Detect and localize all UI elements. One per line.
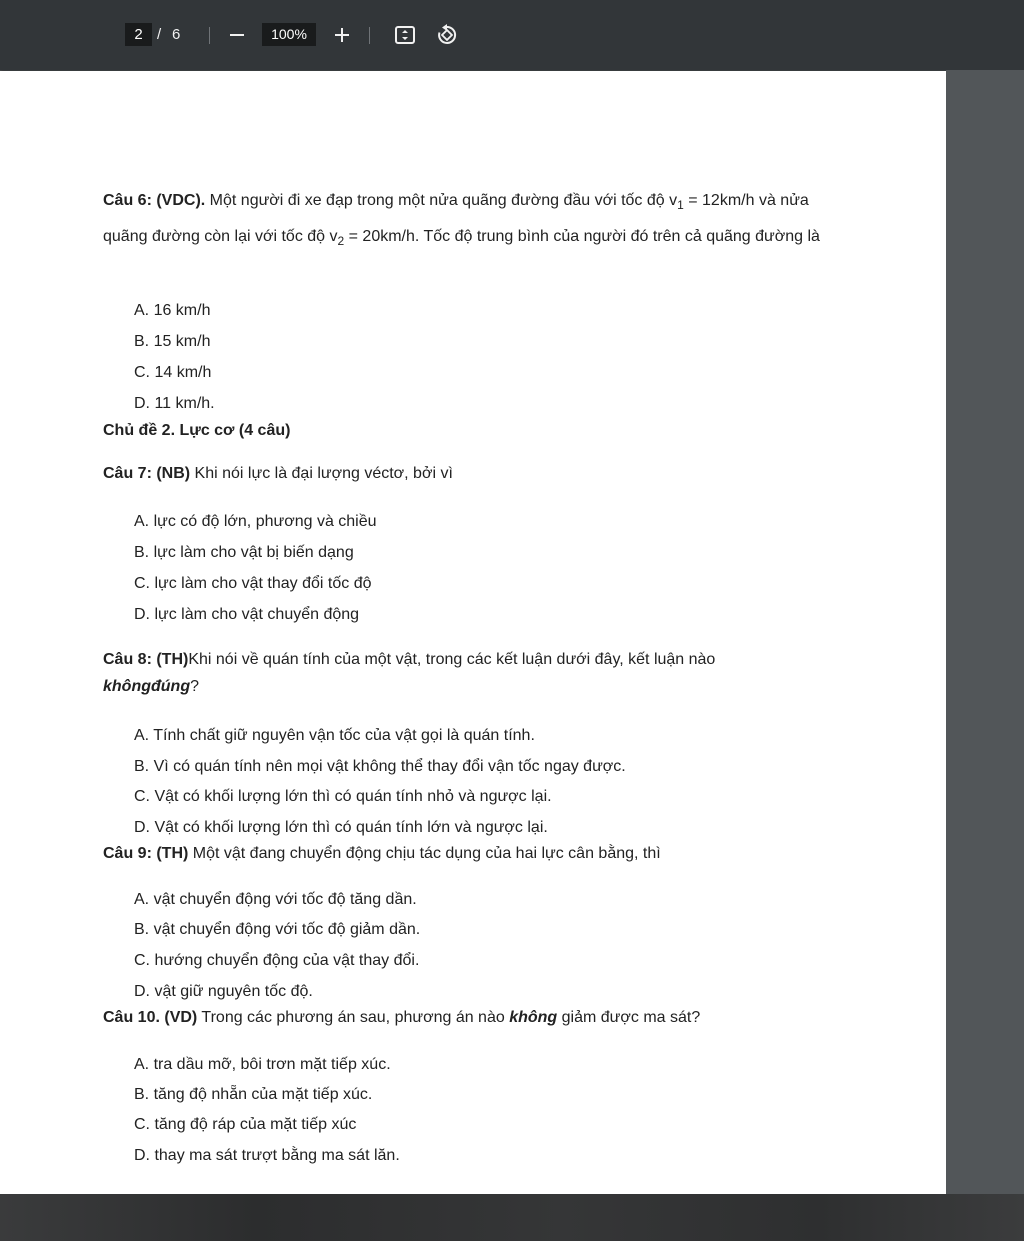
q8-option-d: D. Vật có khối lượng lớn thì có quán tính lớn và ngược lại.: [134, 819, 548, 836]
q6-option-c: C. 14 km/h: [134, 364, 212, 381]
question-label: Câu 10. (VD): [103, 1009, 198, 1026]
question-label: Câu 6: (VDC).: [103, 192, 206, 209]
rotate-icon: [436, 24, 458, 46]
q10-option-c: C. tăng độ ráp của mặt tiếp xúc: [134, 1116, 357, 1133]
q8-option-b: B. Vì có quán tính nên mọi vật không thể thay đổi vận tốc ngay được.: [134, 758, 626, 775]
rotate-button[interactable]: [433, 21, 461, 49]
question-6: [103, 185, 833, 257]
q7-option-a: A. lực có độ lớn, phương và chiều: [134, 513, 377, 530]
q10-option-a: A. tra dầu mỡ, bôi trơn mặt tiếp xúc.: [134, 1056, 391, 1073]
question-10: [103, 1002, 833, 1034]
toolbar-divider: [369, 27, 370, 44]
zoom-in-button[interactable]: [328, 21, 356, 49]
q8-option-a: A. Tính chất giữ nguyên vận tốc của vật gọi là quán tính.: [134, 727, 535, 744]
q6-option-d: D. 11 km/h.: [134, 395, 215, 412]
viewer-background: [946, 70, 1024, 1194]
q10-option-d: D. thay ma sát trượt bằng ma sát lăn.: [134, 1147, 400, 1164]
subscript: 1: [677, 198, 684, 212]
q9-option-a: A. vật chuyển động với tốc độ tăng dần.: [134, 891, 417, 908]
pdf-page: [0, 71, 946, 1194]
question-text: = 20km/h. Tốc độ trung bình của người đó trên cả quãng đường là: [344, 228, 820, 245]
fit-to-page-button[interactable]: [391, 21, 419, 49]
q9-option-c: C. hướng chuyển động của vật thay đổi.: [134, 952, 420, 969]
question-label: Câu 8: (TH): [103, 651, 189, 668]
question-text: = 12km/h và nửa quãng đường còn lại với tốc độ v: [103, 192, 809, 245]
question-text: Một người đi xe đạp trong một nửa quãng đường đầu với tốc độ v: [205, 192, 678, 209]
question-text: ?: [190, 678, 199, 695]
page-separator: /: [157, 26, 162, 43]
total-pages: 6: [172, 26, 181, 43]
fit-page-icon: [394, 25, 416, 45]
zoom-input[interactable]: 100%: [262, 23, 316, 46]
question-text: Một vật đang chuyển động chịu tác dụng của hai lực cân bằng, thì: [188, 845, 661, 862]
question-text: Khi nói lực là đại lượng véctơ, bởi vì: [190, 465, 453, 482]
current-page-input[interactable]: 2: [125, 23, 152, 46]
question-emphasis: không: [509, 1009, 558, 1026]
question-text: giảm được ma sát?: [557, 1009, 701, 1026]
q6-option-a: A. 16 km/h: [134, 302, 211, 319]
viewer-bottom-background: [0, 1194, 1024, 1241]
question-label: Câu 7: (NB): [103, 465, 191, 482]
subscript: 2: [337, 234, 345, 248]
q9-option-b: B. vật chuyển động với tốc độ giảm dần.: [134, 921, 421, 938]
question-emphasis: khôngđúng: [103, 678, 191, 695]
q9-option-d: D. vật giữ nguyên tốc độ.: [134, 983, 313, 1000]
zoom-out-button[interactable]: [223, 21, 251, 49]
q6-option-b: B. 15 km/h: [134, 333, 211, 350]
minus-icon: [229, 27, 245, 43]
question-text: Trong các phương án sau, phương án nào: [197, 1009, 510, 1026]
question-text: Khi nói về quán tính của một vật, trong các kết luận dưới đây, kết luận nào: [188, 651, 716, 668]
q7-option-c: C. lực làm cho vật thay đổi tốc độ: [134, 575, 372, 592]
q7-option-d: D. lực làm cho vật chuyển động: [134, 606, 360, 623]
toolbar-divider: [209, 27, 210, 44]
q7-option-b: B. lực làm cho vật bị biến dạng: [134, 544, 354, 561]
question-7: [103, 458, 833, 490]
pdf-toolbar: [0, 0, 1024, 70]
q8-option-c: C. Vật có khối lượng lớn thì có quán tính nhỏ và ngược lại.: [134, 788, 552, 805]
plus-icon: [334, 27, 350, 43]
q10-option-b: B. tăng độ nhẵn của mặt tiếp xúc.: [134, 1086, 373, 1103]
question-9: [103, 838, 833, 870]
question-8: [103, 646, 743, 700]
question-label: Câu 9: (TH): [103, 845, 189, 862]
topic-heading: Chủ đề 2. Lực cơ (4 câu): [103, 422, 291, 439]
